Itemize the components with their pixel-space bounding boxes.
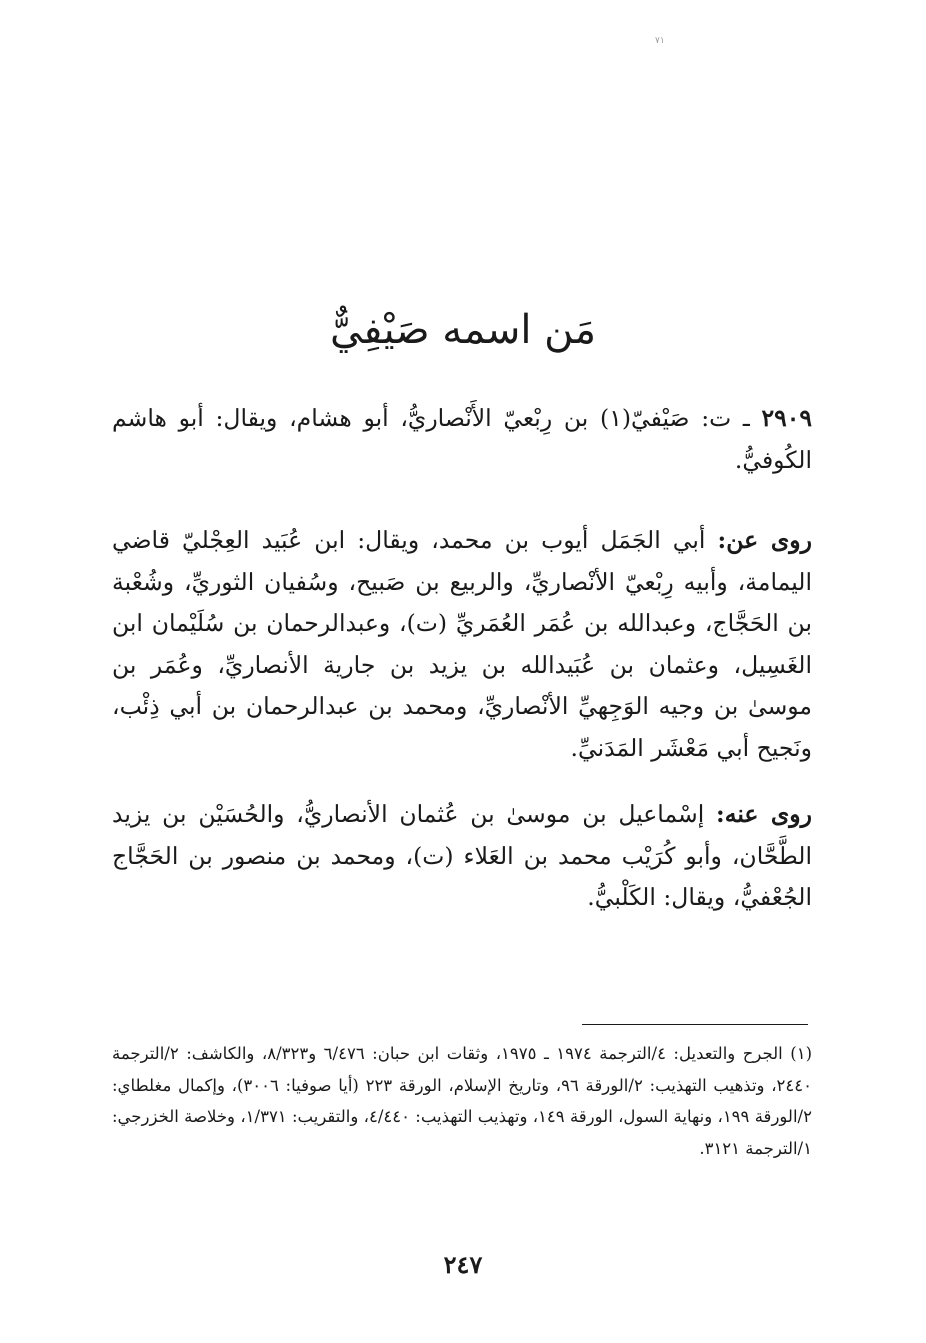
biography-entry: [112, 398, 812, 481]
narrated-by-label: روى عنه:: [716, 800, 812, 828]
entry-number: ٢٩٠٩: [761, 404, 813, 432]
corner-mark: ٧١: [655, 36, 665, 46]
entry-text: ـ ت: صَيْفيّ(١) بن رِبْعيّ الأَنْصاريُّ، أبو هشام، ويقال: أبو هاشم الكُوفيُّ.: [112, 404, 812, 474]
section-title: مَن اسمه صَيْفِيٌّ: [329, 307, 597, 353]
footnotes: (١) الجرح والتعديل: ٤/الترجمة ١٩٧٤ ـ ١٩٧٥، وثقات ابن حبان: ٦/٤٧٦ و٨/٣٢٣، والكاشف: ٢/الترجمة ٢٤٤٠، وتذهيب التهذيب: ٢/الورقة ٩٦، وتاريخ الإسلام، الورقة ٢٢٣ (أيا صوفيا: ٣٠٠٦)، وإكمال مغلطاي: ٢/الورقة ١٩٩، ونهاية السول، الورقة ١٤٩، وتهذيب التهذيب: ٤/٤٤٠، والتقريب: ١/٣٧١، وخلاصة الخزرجي: ١/الترجمة ٣١٢١.: [112, 1044, 812, 1158]
footnote-divider: [582, 1024, 808, 1025]
narrated-from-paragraph: [112, 520, 812, 769]
narrated-from-text: أبي الجَمَل أيوب بن محمد، ويقال: ابن عُبَيد العِجْليّ قاضي اليمامة، وأبيه رِبْعيّ الأنْصاريِّ، والربيع بن صَبيح، وسُفيان الثوريِّ، وشُعْبة بن الحَجَّاج، وعبدالله بن عُمَر العُمَريِّ (ت)، وعبدالرحمان بن سُلَيْمان ابن الغَسِيل، وعثمان بن عُبَيدالله بن يزيد بن جارية الأنصاريِّ، وعُمَر بن موسىٰ بن وجيه الوَجِهيِّ الأنْصاريِّ، ومحمد بن عبدالرحمان بن أبي ذِئْب، ونَجيح أبي مَعْشَر المَدَنيِّ.: [112, 526, 812, 762]
narrated-by-paragraph: [112, 794, 812, 919]
page-number: ٢٤٧: [443, 1250, 483, 1279]
narrated-by-text: إسْماعيل بن موسىٰ بن عُثمان الأنصاريُّ، والحُسَيْن بن يزيد الطَّحَّان، وأبو كُرَيْب محمد بن العَلاء (ت)، ومحمد بن منصور بن الحَجَّاج الجُعْفيُّ، ويقال: الكَلْبيُّ.: [112, 800, 812, 911]
narrated-from-label: روى عن:: [717, 526, 812, 554]
